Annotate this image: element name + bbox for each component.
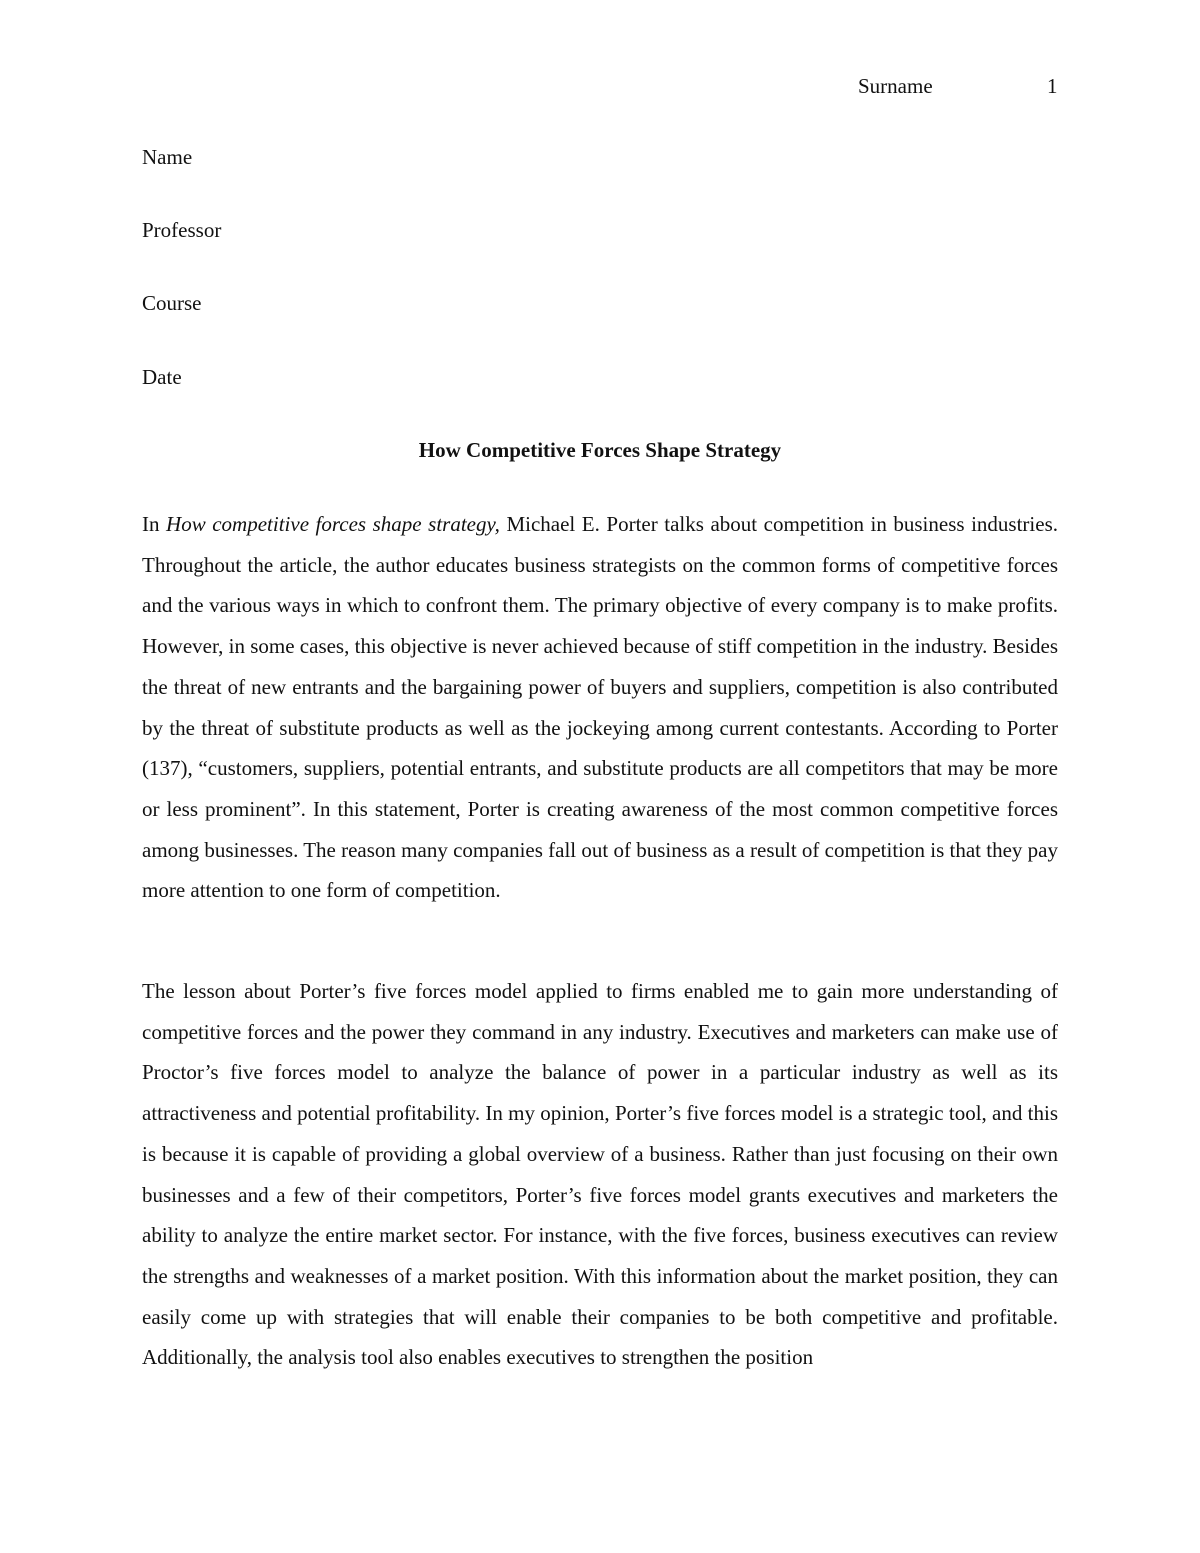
paragraph-1-text: Michael E. Porter talks about competition in business industries. Throughout the article, the author educates business strategists on the common forms of competitive forces and the various ways in which to confront them. The primary objective of every company is to make profits. However, in some cases, this objective is never achieved because of stiff competition in the industry. Besides the threat of new entrants and the bargaining power of buyers and suppliers, competition is also contributed by the threat of substitute products as well as the jockeying among current contestants. According to Porter (137), “customers, suppliers, potential entrants, and substitute products are all competitors that may be more or less prominent”. In this statement, Porter is creating awareness of the most common competitive forces among businesses. The reason many companies fall out of business as a result of competition is that they pay more attention to one form of competition.: [142, 512, 1058, 903]
essay-title: How Competitive Forces Shape Strategy: [418, 438, 782, 462]
course-name: Course: [142, 291, 202, 315]
body-paragraph-1: [142, 504, 1058, 911]
student-name: Name: [142, 145, 193, 169]
date-line: Date: [142, 365, 182, 389]
running-head-surname: Surname: [858, 74, 933, 98]
body-paragraph-2: The lesson about Porter’s five forces model applied to firms enabled me to gain more understanding of competitive forces and the power they command in any industry. Executives and marketers can make use of Proctor’s five forces model to analyze the balance of power in a particular industry as well as its attractiveness and potential profitability. In my opinion, Porter’s five forces model is a strategic tool, and this is because it is capable of providing a global overview of a business. Rather than just focusing on their own businesses and a few of their competitors, Porter’s five forces model grants executives and marketers the ability to analyze the entire market sector. For instance, with the five forces, business executives can review the strengths and weaknesses of a market position. With this information about the market position, they can easily come up with strategies that will enable their companies to be both competitive and profitable. Additionally, the analysis tool also enables executives to strengthen the position: [142, 979, 1058, 1370]
paragraph-1-lead: In: [142, 512, 167, 536]
article-title-italic: How competitive forces shape strategy,: [166, 512, 500, 536]
professor-name: Professor: [142, 218, 222, 242]
page-number: 1: [1047, 74, 1058, 98]
